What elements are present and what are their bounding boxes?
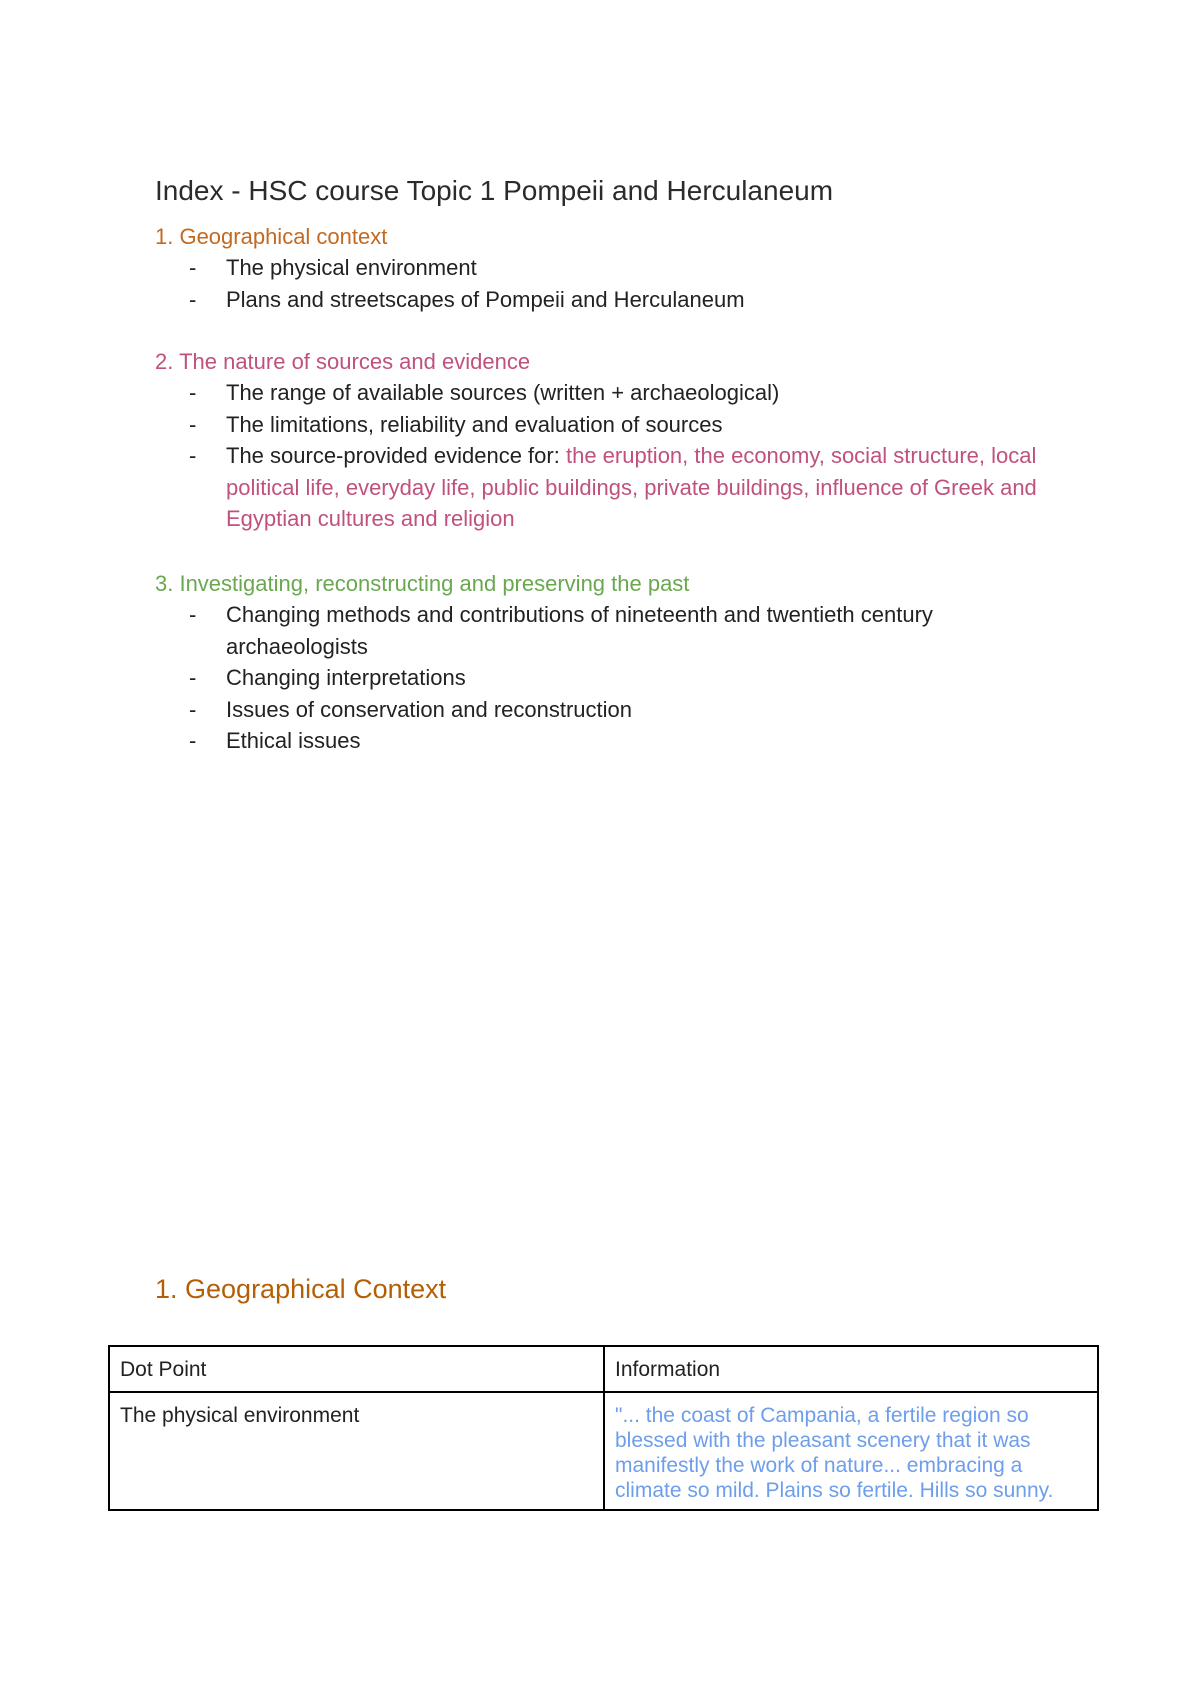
bullet-list (155, 599, 1055, 757)
geographical-context-table (108, 1345, 1099, 1511)
list-item: - The physical environment (155, 252, 1055, 284)
list-item: - The range of available sources (written + archaeological) (155, 377, 1055, 409)
dash-bullet-icon: - (189, 602, 197, 627)
dash-bullet-icon: - (189, 665, 197, 690)
column-header-dot-point: Dot Point (109, 1346, 604, 1392)
evidence-topics: the eruption, the economy, social structure, local political life, everyday life, public buildings, private buildings, influence of Greek and Egyptian cultures and religion (226, 443, 1037, 531)
dot-point-cell: The physical environment (109, 1392, 604, 1510)
list-item: - Changing interpretations (155, 662, 1055, 694)
list-item: - Plans and streetscapes of Pompeii and Herculaneum (155, 284, 1055, 316)
dash-bullet-icon: - (189, 286, 197, 312)
dash-bullet-icon: - (189, 696, 197, 722)
list-item: - The limitations, reliability and evaluation of sources (155, 409, 1055, 441)
index-section-sources-and-evidence (155, 347, 1055, 535)
section-heading: 3. Investigating, reconstructing and preserving the past (155, 571, 690, 596)
dash-bullet-icon: - (189, 443, 197, 468)
list-item: - Issues of conservation and reconstruction (155, 694, 1055, 726)
section-heading: 1. Geographical context (155, 224, 388, 249)
geographical-context-heading: 1. Geographical Context (155, 1274, 447, 1304)
table-row (109, 1392, 1098, 1510)
dash-bullet-icon: - (189, 411, 197, 437)
bullet-list (155, 377, 1055, 535)
list-item: - Changing methods and contributions of nineteenth and twentieth century archaeologists (155, 599, 1055, 662)
section-heading: 2. The nature of sources and evidence (155, 349, 531, 374)
bullet-list (155, 252, 1055, 315)
index-section-geographical-context (155, 222, 1055, 315)
evidence-prefix: The source-provided evidence for: (226, 443, 566, 468)
list-item (155, 440, 1055, 535)
column-header-information: Information (604, 1346, 1098, 1392)
page-title: Index - HSC course Topic 1 Pompeii and Herculaneum (155, 175, 834, 206)
list-item: - Ethical issues (155, 725, 1055, 757)
dash-bullet-icon: - (189, 728, 197, 753)
dash-bullet-icon: - (189, 255, 197, 280)
index-section-investigating-past (155, 569, 1055, 757)
dash-bullet-icon: - (189, 380, 197, 405)
information-cell: "... the coast of Campania, a fertile region so blessed with the pleasant scenery that it was manifestly the work of nature... embracing a climate so mild. Plains so fertile. Hills so sunny. (604, 1392, 1098, 1510)
table-header-row (109, 1346, 1098, 1392)
